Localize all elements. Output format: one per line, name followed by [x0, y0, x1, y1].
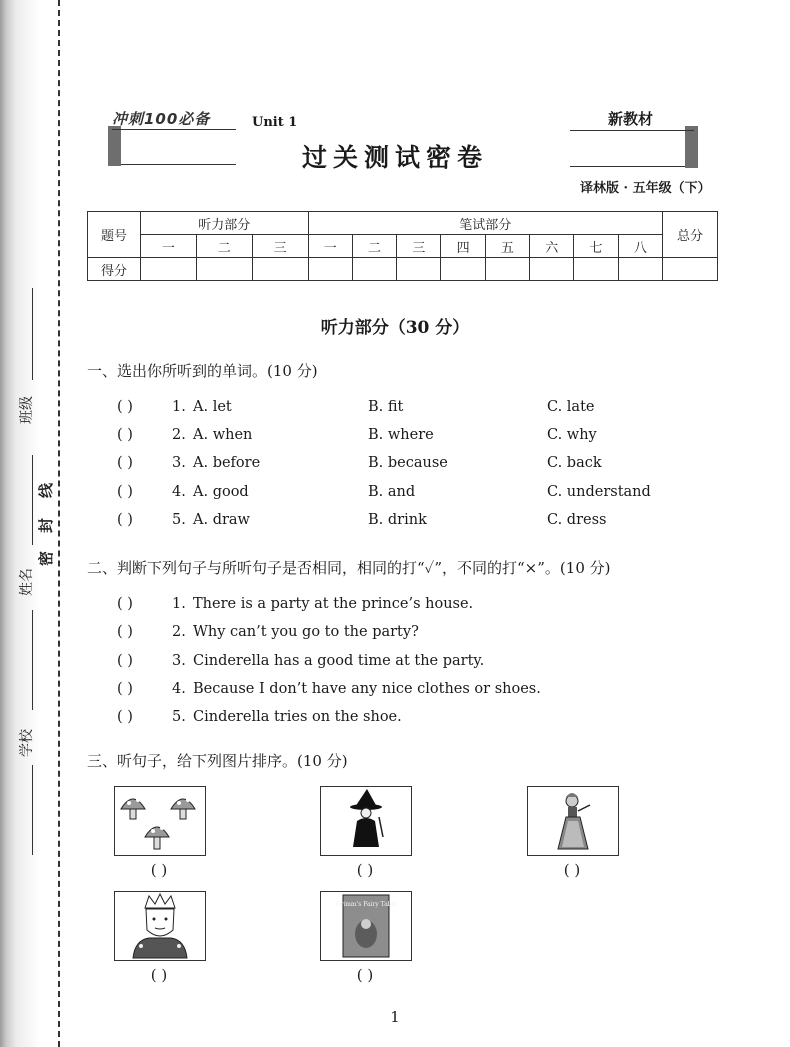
answer-blank[interactable]: ( ) [150, 966, 168, 984]
listening-section-title: 听力部分（30 分） [320, 318, 470, 338]
option-b: B. drink [368, 512, 427, 528]
score-cell[interactable] [441, 258, 485, 281]
option-c: C. back [547, 455, 602, 471]
option-c: C. understand [547, 484, 651, 500]
option-b: B. because [368, 455, 448, 471]
answer-blank[interactable]: ( ) [117, 596, 133, 612]
witch-icon [321, 787, 411, 855]
q3-heading: 三、听句子，给下列图片排序。(10 分) [87, 752, 348, 770]
score-cell[interactable] [618, 258, 662, 281]
item-number: 5. [172, 709, 186, 725]
header-left-tag: 冲刺100必备 [112, 110, 211, 128]
answer-blank[interactable]: ( ) [117, 512, 133, 528]
score-table-col: 三 [252, 235, 308, 258]
mushrooms-picture [114, 786, 206, 856]
witch-picture [320, 786, 412, 856]
score-table-col: 二 [352, 235, 396, 258]
option-a: A. before [193, 455, 261, 471]
score-table [87, 211, 718, 281]
answer-blank[interactable]: ( ) [356, 966, 374, 984]
score-table-col: 一 [308, 235, 352, 258]
seal-word-mi: 密 [37, 550, 56, 567]
edition-label: 译林版 · 五年级（下） [580, 181, 711, 196]
name-label: 姓名 [19, 568, 35, 596]
answer-blank[interactable]: ( ) [356, 861, 374, 879]
header-right-rule [570, 130, 694, 131]
option-c: C. dress [547, 512, 607, 528]
option-a: A. when [193, 427, 253, 443]
seal-word-xian: 线 [37, 482, 56, 499]
princess-icon [528, 787, 618, 855]
score-cell-total[interactable] [663, 258, 718, 281]
page-number: 1 [390, 1008, 400, 1026]
answer-blank[interactable]: ( ) [117, 427, 133, 443]
score-cell[interactable] [574, 258, 618, 281]
score-table-col: 二 [196, 235, 252, 258]
score-cell[interactable] [397, 258, 441, 281]
sentence: Cinderella has a good time at the party. [193, 653, 485, 669]
option-a: A. draw [193, 512, 250, 528]
score-table-listening-header: 听力部分 [141, 212, 309, 235]
q2-heading: 二、判断下列句子与所听句子是否相同，相同的打“✓”，不同的打“×”。(10 分) [87, 559, 611, 577]
item-number: 4. [172, 484, 186, 500]
score-table-col: 六 [530, 235, 574, 258]
unit-label: Unit 1 [252, 115, 298, 130]
item-number: 3. [172, 653, 186, 669]
score-table-col: 七 [574, 235, 618, 258]
answer-blank[interactable]: ( ) [117, 399, 133, 415]
sentence: Because I don’t have any nice clothes or shoes. [193, 681, 541, 697]
fairy-tales-book-picture [320, 891, 412, 961]
score-table-col: 一 [141, 235, 197, 258]
seal-word-feng: 封 [37, 517, 56, 534]
book-icon [321, 892, 411, 960]
item-number: 1. [172, 596, 186, 612]
score-cell[interactable] [196, 258, 252, 281]
score-cell[interactable] [352, 258, 396, 281]
sentence: Why can’t you go to the party? [193, 624, 419, 640]
school-label: 学校 [19, 729, 35, 757]
mushrooms-icon [115, 787, 205, 855]
answer-blank[interactable]: ( ) [117, 653, 133, 669]
option-a: A. good [193, 484, 249, 500]
score-cell[interactable] [485, 258, 529, 281]
item-number: 2. [172, 427, 186, 443]
answer-blank[interactable]: ( ) [117, 484, 133, 500]
prince-picture [114, 891, 206, 961]
name-blank [32, 610, 33, 710]
answer-blank[interactable]: ( ) [117, 681, 133, 697]
score-table-col: 五 [485, 235, 529, 258]
princess-picture [527, 786, 619, 856]
answer-blank[interactable]: ( ) [117, 455, 133, 471]
score-table-col: 八 [618, 235, 662, 258]
answer-blank[interactable]: ( ) [117, 624, 133, 640]
score-table-col: 三 [397, 235, 441, 258]
school-blank [32, 765, 33, 855]
score-cell[interactable] [530, 258, 574, 281]
score-table-writing-header: 笔试部分 [308, 212, 662, 235]
option-c: C. late [547, 399, 595, 415]
score-table-score-label: 得分 [88, 258, 141, 281]
item-number: 5. [172, 512, 186, 528]
option-b: B. fit [368, 399, 404, 415]
item-number: 2. [172, 624, 186, 640]
prince-icon [115, 892, 205, 960]
option-c: C. why [547, 427, 597, 443]
score-table-row-label: 题号 [88, 212, 141, 258]
option-a: A. let [193, 399, 232, 415]
answer-blank[interactable]: ( ) [117, 709, 133, 725]
page-title: 过关测试密卷 [301, 143, 488, 172]
item-number: 4. [172, 681, 186, 697]
score-table-col: 四 [441, 235, 485, 258]
answer-blank[interactable]: ( ) [563, 861, 581, 879]
sentence: There is a party at the prince’s house. [193, 596, 474, 612]
sentence: Cinderella tries on the shoe. [193, 709, 402, 725]
option-b: B. and [368, 484, 416, 500]
book-title-text: Grimm's Fairy Tales [335, 901, 397, 908]
score-cell[interactable] [308, 258, 352, 281]
class-label: 班级 [19, 396, 35, 424]
answer-blank[interactable]: ( ) [150, 861, 168, 879]
header-left-rule [112, 129, 236, 130]
option-b: B. where [368, 427, 434, 443]
score-cell[interactable] [141, 258, 197, 281]
score-cell[interactable] [252, 258, 308, 281]
item-number: 1. [172, 399, 186, 415]
score-table-total-header: 总分 [663, 212, 718, 258]
name-blank-upper [32, 455, 33, 545]
q1-heading: 一、选出你所听到的单词。(10 分) [87, 362, 318, 380]
header-right-tag: 新教材 [608, 110, 654, 128]
item-number: 3. [172, 455, 186, 471]
